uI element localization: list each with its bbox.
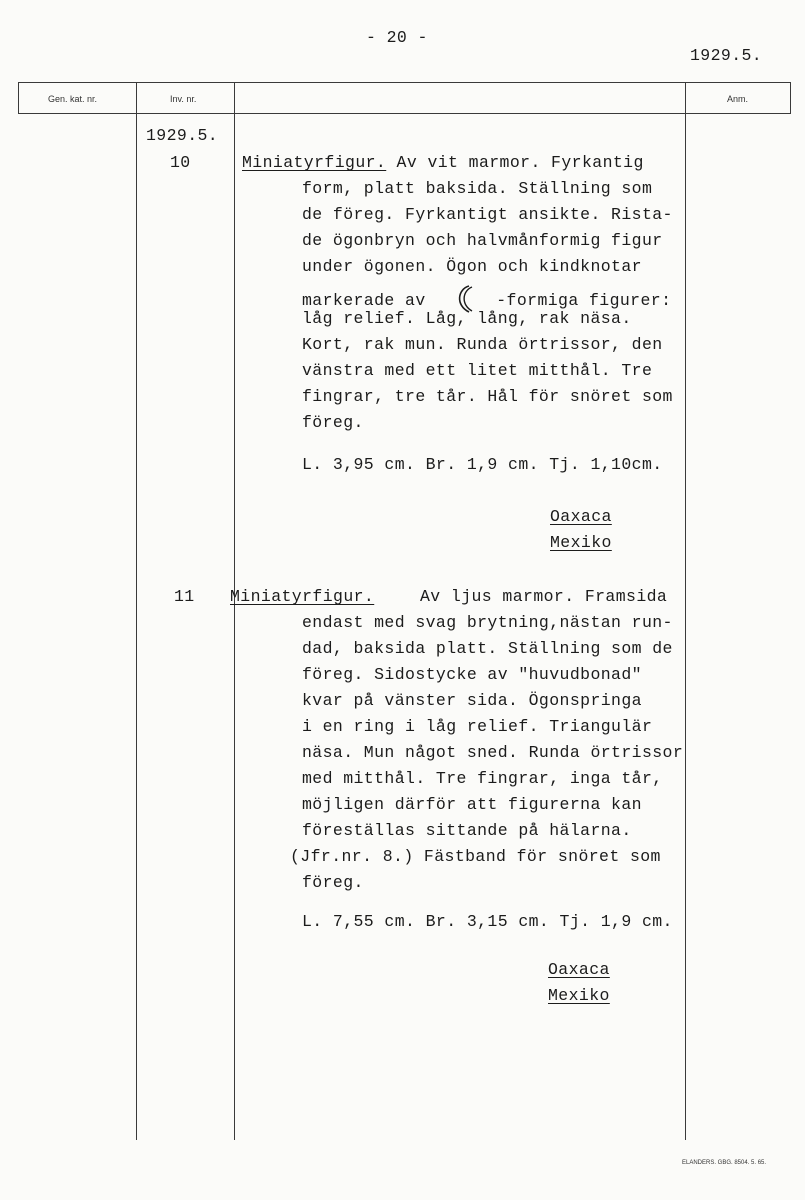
entry-description-line: föreställas sittande på hälarna. [302,821,632,840]
column-divider-text-anm [685,82,686,1140]
entry-description-line: Kort, rak mun. Runda örtrissor, den [302,335,663,354]
year-reference: 1929.5. [690,46,763,65]
entry-country: Mexiko [548,986,610,1005]
entry-description-line: vänstra med ett litet mitthål. Tre [302,361,653,380]
table-left-edge [18,82,19,114]
printer-mark: ELANDERS. GBG. 8504. 5. 65. [682,1160,767,1166]
entry-description-line: med mitthål. Tre fingrar, inga tår, [302,769,663,788]
entry-description-line: Av vit marmor. Fyrkantig [386,153,644,172]
entry-description-line: endast med svag brytning,nästan run- [302,613,673,632]
entry-description-line: de ögonbryn och halvmånformig figur [302,231,663,250]
entry-country: Mexiko [550,533,612,552]
column-header-gen-kat-nr: Gen. kat. nr. [48,94,98,104]
entry-description-line: föreg. [302,873,364,892]
entry-place: Oaxaca [548,960,610,979]
header-bottom-rule [18,113,790,114]
entry-title-text: Miniatyrfigur. [230,587,375,606]
entry-place: Oaxaca [550,507,612,526]
entry-description-line: under ögonen. Ögon och kindknotar [302,257,642,276]
entry-description-line: möjligen därför att figurerna kan [302,795,642,814]
entry-measurements: L. 3,95 cm. Br. 1,9 cm. Tj. 1,10cm. [302,455,663,474]
column-header-inv-nr: Inv. nr. [170,94,197,104]
entry-measurements: L. 7,55 cm. Br. 3,15 cm. Tj. 1,9 cm. [302,912,673,931]
entry-description [290,613,684,903]
page-number: - 20 - [366,28,428,47]
block-reference: 1929.5. [146,126,219,145]
entry-description-line: kvar på vänster sida. Ögonspringa [302,691,642,710]
inventory-number: 10 [170,153,191,172]
entry-description-line: -formiga figurer: [496,291,672,310]
table-right-edge [790,82,791,114]
table-top-rule [18,82,790,83]
entry-description-line: de föreg. Fyrkantigt ansikte. Rista- [302,205,673,224]
column-divider-inv-text [234,82,235,1140]
entry-description-line: fingrar, tre tår. Hål för snöret som [302,387,673,406]
entry-description-line: form, platt baksida. Ställning som [302,179,653,198]
column-header-anm: Anm. [727,94,749,104]
entry-description-line: föreg. Sidostycke av "huvudbonad" [302,665,642,684]
entry-title-text: Miniatyrfigur. [242,153,387,172]
column-divider-gen-inv [136,82,137,1140]
entry-description-line: låg relief. Låg, lång, rak näsa. [302,309,632,328]
inventory-number: 11 [174,587,195,606]
entry-description-line: föreg. [302,413,364,432]
entry-description-line: näsa. Mun något sned. Runda örtrissor [302,743,684,762]
entry-description-line: Av ljus marmor. Framsida [420,587,668,606]
entry-title [230,587,374,606]
entry-description [302,179,682,449]
entry-description-line: markerade av [302,291,426,310]
entry-description-line: i en ring i låg relief. Triangulär [302,717,653,736]
entry-description-line: dad, baksida platt. Ställning som de [302,639,673,658]
entry-title [242,153,644,172]
entry-description-line: (Jfr.nr. 8.) Fästband för snöret som [290,847,661,866]
